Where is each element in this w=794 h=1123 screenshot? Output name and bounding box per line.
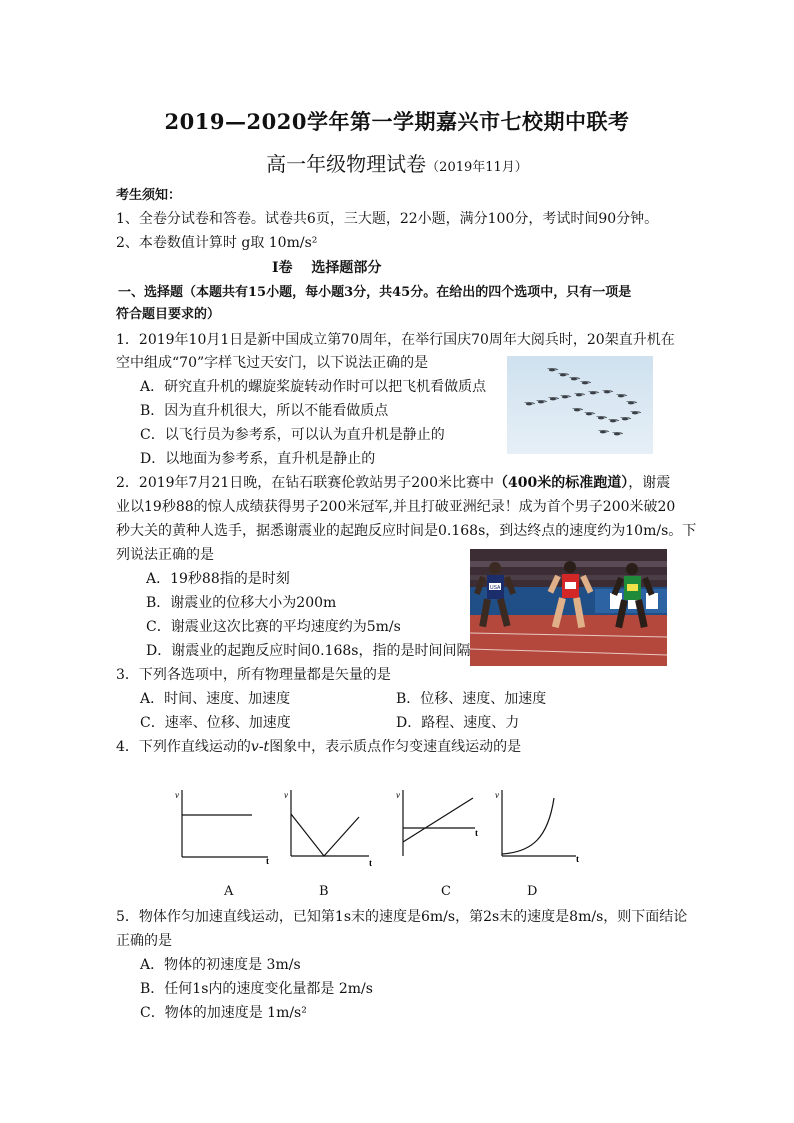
graph-a-v-label: v (175, 790, 179, 800)
graph-c-t-label: t (475, 828, 478, 838)
helicopter-formation-photo (507, 356, 653, 454)
graph-c-label: C (441, 884, 451, 899)
notice-item-1: 1、全卷分试卷和答卷。试卷共6页，三大题，22小题，满分100分，考试时间90分钟。 (116, 211, 659, 227)
q5-line-1: 5．物体作匀加速直线运动，已知第1s末的速度是6m/s，第2s末的速度是8m/s，则下面结论 (116, 909, 688, 925)
graph-a-t-label: t (266, 856, 269, 866)
q1-option-d: D．以地面为参考系，直升机是静止的 (140, 451, 376, 467)
subtitle-date: （2019年11月） (426, 160, 528, 175)
q5-option-a: A．物体的初速度是 3m/s (140, 957, 301, 973)
q3-option-d: D．路程、速度、力 (396, 715, 520, 731)
q4-stem (116, 737, 521, 757)
graph-b-label: B (319, 884, 329, 899)
vt-graph-c (393, 784, 489, 866)
q2-line-1-start: 2．2019年7月21日晚，在钻石联赛伦敦站男子200米比赛中 (116, 475, 494, 491)
graph-c-line (403, 798, 473, 842)
q1-option-a: A．研究直升机的螺旋桨旋转动作时可以把飞机看做质点 (140, 379, 487, 395)
q4-stem-start: 4．下列作直线运动的 (116, 739, 251, 755)
q2-option-d: D．谢震业的起跑反应时间0.168s，指的是时间间隔 (146, 643, 471, 659)
q1-option-c: C．以飞行员为参考系，可以认为直升机是静止的 (140, 427, 445, 443)
q2-line-1-end: ，谢震 (628, 475, 671, 491)
q1-line-2: 空中组成“70”字样飞过天安门，以下说法正确的是 (116, 355, 429, 371)
sprint-race-photo (470, 549, 667, 666)
q3-option-c: C．速率、位移、加速度 (140, 715, 291, 731)
vt-graph-a (172, 784, 280, 866)
q5-option-b: B．任何1s内的速度变化量都是 2m/s (140, 981, 373, 997)
q2-track-note: （400米的标准跑道） (493, 475, 629, 491)
q2-option-a: A．19秒88指的是时刻 (146, 571, 290, 587)
q5-line-2: 正确的是 (116, 933, 172, 949)
exam-title: 2019—2020学年第一学期嘉兴市七校期中联考 (164, 109, 630, 134)
usa-bib-text: USA (490, 585, 501, 591)
q2-line-3: 秒大关的黄种人选手，据悉谢震业的起跑反应时间是0.168s，到达终点的速度约为10m/s。下 (116, 523, 697, 539)
section-intro-2: 符合题目要求的） (116, 307, 221, 322)
q3-option-a: A．时间、速度、加速度 (140, 691, 291, 707)
graph-b-t-label: t (369, 858, 372, 868)
q4-stem-end: 图象中，表示质点作匀变速直线运动的是 (269, 739, 522, 755)
q3-option-b: B．位移、速度、加速度 (396, 691, 547, 707)
section-intro-1: 一、选择题（本题共有15小题，每小题3分，共45分。在给出的四个选项中，只有一项是 (118, 285, 632, 300)
graph-d-v-label: v (495, 790, 499, 800)
q2-line-1 (116, 473, 670, 493)
q2-option-c: C．谢震业这次比赛的平均速度约为5m/s (146, 619, 401, 635)
vt-graph-d (492, 784, 588, 866)
sprint-race-illustration (470, 549, 667, 666)
vt-graph-b (281, 784, 381, 870)
q4-vt-label: v-t (250, 739, 270, 755)
q2-line-4: 列说法正确的是 (116, 547, 214, 563)
q5-option-c: C．物体的加速度是 1m/s² (140, 1005, 307, 1021)
graph-a-label: A (224, 884, 234, 899)
graph-d-label: D (527, 884, 538, 899)
q2-line-2: 业以19秒88的惊人成绩获得男子200米冠军,并且打破亚洲纪录！成为首个男子200米破20 (116, 499, 676, 515)
graph-d-t-label: t (576, 854, 579, 864)
graph-c-v-label: v (396, 790, 400, 800)
graph-b-line (291, 814, 359, 856)
q1-line-1: 1．2019年10月1日是新中国成立第70周年，在举行国庆70周年大阅兵时，20架直升机在 (116, 332, 675, 348)
helicopter-formation-illustration (507, 356, 653, 454)
section-title: I卷 选择题部分 (272, 260, 382, 276)
q2-option-b: B．谢震业的位移大小为200m (146, 595, 337, 611)
subtitle-text: 高一年级物理试卷 (266, 152, 427, 176)
q3-stem: 3．下列各选项中，所有物理量都是矢量的是 (116, 667, 391, 683)
q1-option-b: B．因为直升机很大，所以不能看做质点 (140, 403, 389, 419)
graph-d-curve (502, 798, 554, 854)
exam-subtitle (0, 148, 794, 177)
notice-item-2: 2、本卷数值计算时 g取 10m/s² (116, 235, 318, 251)
notice-heading: 考生须知： (116, 188, 182, 203)
graph-b-v-label: v (284, 790, 288, 800)
